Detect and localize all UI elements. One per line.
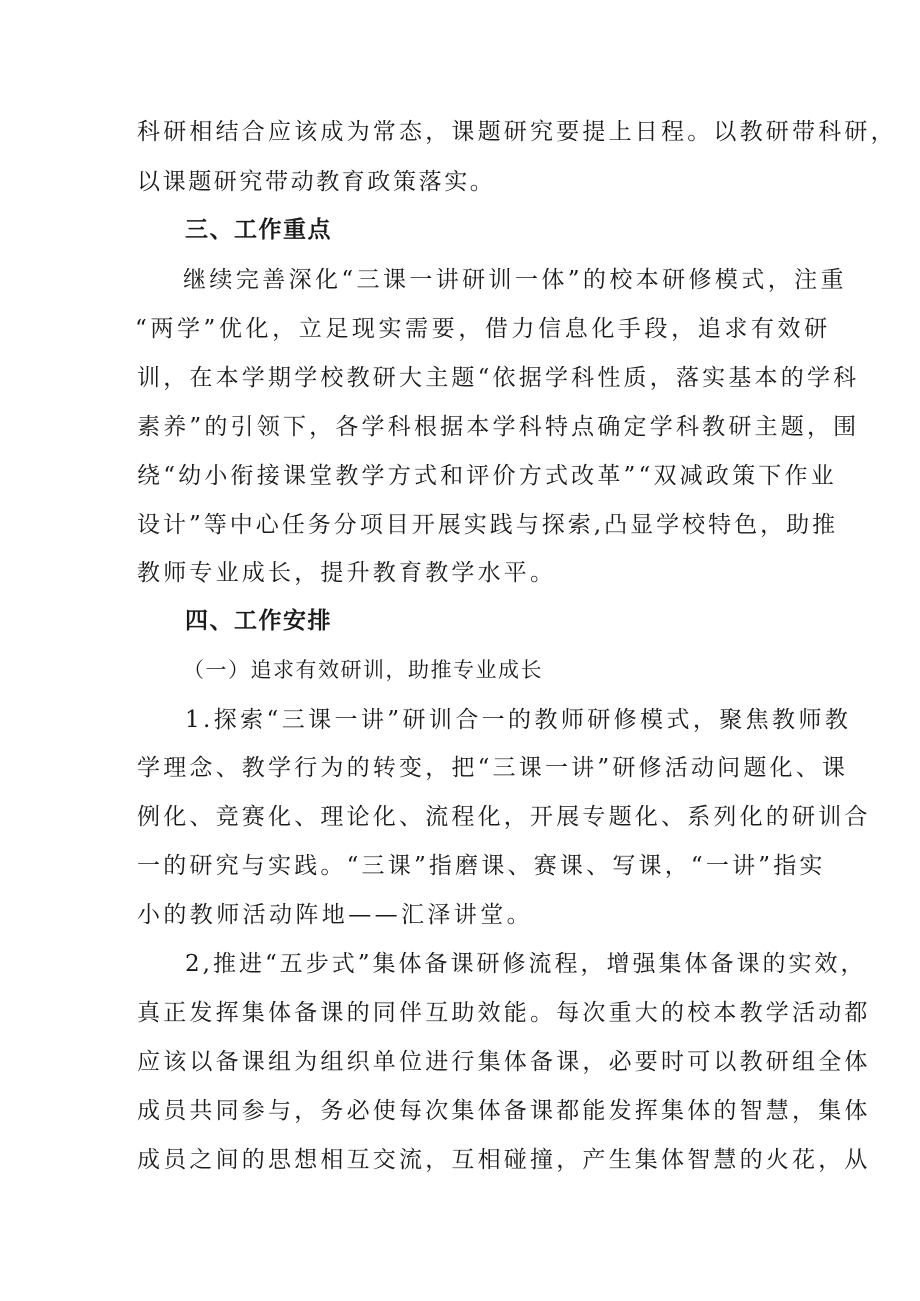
paragraph-line: 例化、竞赛化、理论化、流程化，开展专题化、系列化的研训合 <box>137 804 871 830</box>
paragraph-line: 学理念、教学行为的转变，把“三课一讲”研修活动问题化、课 <box>137 755 849 781</box>
paragraph-line: 1.探索“三课一讲”研训合一的教师研修模式，聚焦教师教 <box>185 707 852 733</box>
paragraph-line: 一的研究与实践。“三课”指磨课、赛课、写课，“一讲”指实 <box>137 853 826 879</box>
section-heading-work-arrangement: 四、工作安排 <box>185 608 332 634</box>
paragraph-line: 继续完善深化“三课一讲研训一体”的校本研修模式，注重 <box>183 267 847 293</box>
paragraph-line: 成员共同参与，务必使每次集体备课都能发挥集体的智慧，集体 <box>137 1098 871 1124</box>
paragraph-line: 设计”等中心任务分项目开展实践与探索,凸显学校特色，助推 <box>137 512 839 538</box>
paragraph-line: 以课题研究带动教育政策落实。 <box>137 169 496 195</box>
paragraph-line: 小的教师活动阵地——汇泽讲堂。 <box>137 902 533 928</box>
paragraph-line: 真正发挥集体备课的同伴互助效能。每次重大的校本教学活动都 <box>137 1000 871 1026</box>
paragraph-line: 教师专业成长，提升教育教学水平。 <box>137 560 557 586</box>
paragraph-line: 科研相结合应该成为常态，课题研究要提上日程。以教研带科研， <box>137 119 897 145</box>
paragraph-line: “两学”优化，立足现实需要，借力信息化手段，追求有效研 <box>135 316 831 342</box>
paragraph-line: 成员之间的思想相互交流，互相碰撞，产生集体智慧的火花，从 <box>137 1147 871 1173</box>
subsection-heading: （一）追求有效研训，助推专业成长 <box>183 658 543 682</box>
section-heading-work-focus: 三、工作重点 <box>185 217 332 243</box>
paragraph-line: 训，在本学期学校教研大主题“依据学科性质，落实基本的学科 <box>137 365 860 391</box>
paragraph-line: 应该以备课组为组织单位进行集体备课，必要时可以教研组全体 <box>137 1049 871 1075</box>
paragraph-line: 素养”的引领下，各学科根据本学科特点确定学科教研主题，围 <box>137 414 860 440</box>
paragraph-line: 2,推进“五步式”集体备课研修流程，增强集体备课的实效， <box>185 951 867 977</box>
paragraph-line: 绕“幼小衔接课堂教学方式和评价方式改革”“双减政策下作业 <box>137 463 837 489</box>
